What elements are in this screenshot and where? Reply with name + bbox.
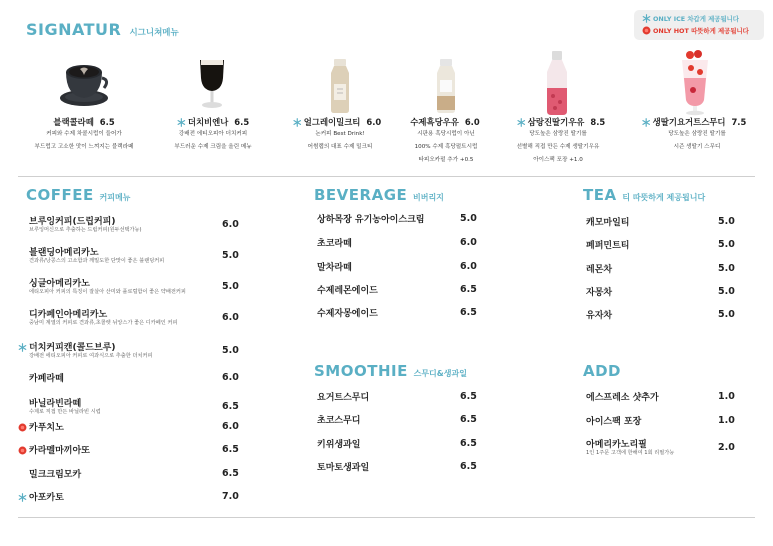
menu-item-label: 카라멜마끼아또 [29, 446, 90, 456]
sig-name-text: 수제흑당우유 [410, 117, 459, 127]
menu-item-price: 6.5 [460, 461, 477, 472]
sig-desc-line: 아이스팩 포장 +1.0 [533, 157, 583, 163]
menu-item-name [317, 212, 424, 225]
section-divider [18, 176, 755, 177]
sig-desc [308, 128, 373, 154]
smoothie-title [314, 362, 467, 380]
sig-desc-line: 시즌 생딸기 스무디 [673, 144, 721, 150]
sig-name-text: 블랙콜라떼 [53, 117, 94, 127]
menu-item-name [29, 371, 64, 384]
coffee-subtitle: 커피메뉴 [99, 193, 131, 202]
smoothie-title-text: SMOOTHIE [314, 362, 408, 380]
menu-item-price: 1.0 [718, 415, 735, 426]
dutch-vienna-image [197, 56, 227, 112]
sig-name-text: 생딸기요거트스무디 [652, 117, 726, 127]
sig-desc-line: 선별해 직접 만든 수제 생딸기우유 [516, 144, 600, 150]
snowflake-icon [18, 493, 27, 502]
menu-item-label: 아포카토 [29, 493, 64, 503]
legend-ice-row [642, 14, 739, 23]
sig-item-name [517, 116, 605, 128]
sig-desc-line: 타피오카펄 추가 +0.5 [418, 157, 474, 163]
sig-name-text: 삼랑진딸기우유 [527, 117, 585, 127]
temperature-legend [634, 10, 764, 40]
menu-item-price: 6.5 [222, 401, 239, 412]
tea-title [583, 186, 705, 204]
menu-item-label: 수제레몬에이드 [317, 286, 378, 296]
menu-item-price: 5.0 [460, 213, 477, 224]
sig-price: 6.0 [464, 117, 480, 127]
earl-grey-milk-tea-image [328, 58, 352, 114]
coffee-title [26, 186, 130, 204]
menu-item-price: 2.0 [718, 442, 735, 453]
add-title-text: ADD [583, 362, 622, 380]
sig-desc-line: 시판용 흑당시럽이 아닌 [417, 131, 475, 137]
snowflake-icon [517, 118, 526, 127]
sig-name-text: 얼그레이밀크티 [303, 117, 361, 127]
menu-item-label: 토마토생과일 [317, 463, 370, 473]
menu-item-name [29, 467, 81, 480]
menu-item-name [586, 262, 612, 275]
menu-item-price: 6.0 [222, 312, 239, 323]
beverage-subtitle: 비버리지 [413, 193, 444, 202]
menu-item-name [586, 390, 659, 403]
sig-item-name [642, 116, 747, 128]
menu-item-desc: 1인 1주문 고객에 한해여 1회 리필가능 [586, 450, 675, 456]
hot-badge-icon [18, 446, 27, 455]
menu-item-price: 6.5 [222, 468, 239, 479]
menu-item-name [18, 420, 64, 433]
menu-item-name [586, 215, 629, 228]
menu-item-price: 6.5 [222, 444, 239, 455]
menu-item-name [317, 283, 378, 296]
menu-item-label: 더치커피캔(콜드브루) [29, 343, 116, 353]
snowflake-icon [642, 14, 651, 23]
sig-desc-line: 당도높은 삼랑진 딸기를 [529, 131, 587, 137]
menu-item-label: 싱글아메리카노 [29, 279, 90, 289]
menu-item-label: 초코스무디 [317, 416, 361, 426]
hot-badge-icon [642, 26, 651, 35]
menu-item-price: 5.0 [718, 286, 735, 297]
menu-item-label: 초코라떼 [317, 239, 352, 249]
sig-item-name [410, 116, 479, 128]
sig-desc [415, 128, 478, 167]
sig-item-name [53, 116, 114, 128]
menu-item-name [18, 443, 90, 456]
menu-item-name [317, 390, 369, 403]
menu-item-label: 밀크크림모카 [29, 470, 82, 480]
menu-item-price: 5.0 [222, 281, 239, 292]
beverage-title-text: BEVERAGE [314, 186, 408, 204]
menu-item-name [586, 238, 629, 251]
menu-item-label: 바닐라빈라떼 [29, 399, 82, 409]
sig-price: 6.5 [99, 117, 115, 127]
menu-item-label: 디카페인아메리카노 [29, 310, 108, 320]
sig-desc [174, 128, 251, 154]
menu-item-label: 말차라떼 [317, 263, 352, 273]
menu-item-price: 6.5 [460, 284, 477, 295]
brown-sugar-milk-image [434, 58, 458, 114]
coffee-title-text: COFFEE [26, 186, 94, 204]
menu-item-name [317, 437, 360, 450]
menu-item-label: 상하목장 유기농아이스크림 [317, 215, 425, 225]
menu-item-label: 카페라떼 [29, 374, 64, 384]
menu-item-price: 5.0 [718, 309, 735, 320]
menu-item-label: 수제자몽에이드 [317, 309, 378, 319]
menu-item-label: 카푸치노 [29, 423, 64, 433]
legend-hot-row [642, 26, 749, 35]
tea-subtitle: 티 따뜻하게 제공됩니다 [622, 193, 706, 202]
sig-desc-line: 강배전 에티오피아 더치커피 [178, 131, 248, 137]
snowflake-icon [293, 118, 302, 127]
menu-item-label: 블랜딩아메리카노 [29, 248, 99, 258]
menu-item-name [586, 285, 612, 298]
snowflake-icon [18, 343, 27, 352]
menu-item-name [317, 306, 378, 319]
sig-price: 6.5 [234, 117, 250, 127]
menu-item-price: 5.0 [222, 250, 239, 261]
sig-desc-line: 논커피 Best Drink! [315, 131, 365, 137]
menu-item-price: 6.5 [460, 307, 477, 318]
menu-item-price: 6.5 [460, 391, 477, 402]
sig-desc-line: 부드러운 수제 크림을 올린 메뉴 [174, 144, 252, 150]
menu-item-price: 7.0 [222, 491, 239, 502]
signature-title [26, 20, 179, 39]
sig-item-name [293, 116, 381, 128]
sig-desc-line: 당도높은 삼랑진 딸기를 [668, 131, 726, 137]
menu-item-label: 요거트스무디 [317, 393, 370, 403]
hot-badge-icon [18, 423, 27, 432]
menu-item-label: 캐모마일티 [586, 218, 630, 228]
beverage-title [314, 186, 444, 204]
menu-item-price: 5.0 [718, 239, 735, 250]
menu-item-desc: 수제로 직접 만든 바닐라빈 시럽 [29, 409, 101, 415]
menu-item-label: 자몽차 [586, 288, 613, 298]
bottom-divider [18, 517, 755, 518]
black-latte-image [58, 56, 110, 108]
menu-item-label: 에스프레소 샷추가 [586, 393, 659, 403]
legend-ice-text: ONLY ICE 차갑게 제공됩니다 [653, 15, 739, 23]
menu-item-desc: 중남미 계열의 커피로 견과류,초콜렛 뉘앙스가 좋은 디카페인 커피 [29, 320, 178, 326]
sig-price: 6.0 [366, 117, 382, 127]
menu-item-desc: 브루잉머신으로 추출하는 드립커피(원두선택가능) [29, 227, 142, 233]
menu-item-price: 5.0 [222, 345, 239, 356]
sig-desc-line: 커피와 수제 차콜시럽이 들어가 [46, 131, 122, 137]
strawberry-milk-image [543, 50, 571, 116]
sig-desc [517, 128, 600, 167]
smoothie-subtitle: 스무디&생과일 [413, 369, 467, 378]
menu-item-name [317, 460, 369, 473]
menu-item-name [317, 413, 360, 426]
snowflake-icon [642, 118, 651, 127]
menu-item-price: 5.0 [718, 216, 735, 227]
menu-item-price: 6.0 [222, 372, 239, 383]
menu-item-price: 6.5 [460, 438, 477, 449]
menu-item-label: 유자차 [586, 311, 613, 321]
menu-item-name [586, 308, 612, 321]
menu-item-desc: 견과류/낭콩스의 고소함과 깨밀도한 단맛이 좋은 블랜딩커피 [29, 258, 165, 264]
menu-item-price: 6.5 [460, 414, 477, 425]
menu-item-label: 아메리카노리필 [586, 440, 647, 450]
snowflake-icon [177, 118, 186, 127]
sig-item-name [177, 116, 249, 128]
menu-item-name [317, 260, 352, 273]
sig-desc [35, 128, 134, 154]
menu-item-desc: 에티오피아 커피의 특징이 잘살아 산미와 플로럴함이 좋은 약배전커피 [29, 289, 186, 295]
sig-name-text: 더치비엔나 [187, 117, 229, 127]
menu-item-label: 페퍼민트티 [586, 241, 630, 251]
tea-title-text: TEA [583, 186, 617, 204]
menu-item-name [317, 236, 352, 249]
menu-item-label: 키위생과일 [317, 440, 361, 450]
sig-desc-line: 100% 수제 흑당펄트시럽 [414, 144, 478, 150]
add-title [583, 362, 621, 380]
menu-item-desc: 강배전 에티오피아 커피로 여과식으로 추출한 더치커피 [29, 353, 153, 359]
signature-title-text: SIGNATUR [26, 20, 122, 39]
menu-item-price: 5.0 [718, 263, 735, 274]
sig-price: 8.5 [590, 117, 606, 127]
menu-item-price: 6.0 [222, 219, 239, 230]
sig-desc-line: 부드럽고 고소한 맛이 느껴지는 블랙라떼 [34, 144, 134, 150]
sig-price: 7.5 [731, 117, 747, 127]
strawberry-smoothie-image [678, 48, 712, 116]
menu-item-price: 6.0 [460, 237, 477, 248]
menu-item-name [18, 490, 64, 503]
menu-item-price: 1.0 [718, 391, 735, 402]
legend-hot-text: ONLY HOT 따뜻하게 제공됩니다 [653, 27, 749, 35]
menu-item-label: 아이스팩 포장 [586, 417, 642, 427]
signature-subtitle: 시그니쳐메뉴 [129, 28, 179, 38]
menu-item-name [586, 414, 641, 427]
menu-item-price: 6.0 [460, 261, 477, 272]
menu-item-price: 6.0 [222, 421, 239, 432]
sig-desc [668, 128, 726, 154]
sig-desc-line: 어썸랩의 대표 수제 밀크티 [307, 144, 373, 150]
menu-item-label: 레몬차 [586, 265, 613, 275]
menu-item-label: 브루잉커피(드립커피) [29, 217, 116, 227]
